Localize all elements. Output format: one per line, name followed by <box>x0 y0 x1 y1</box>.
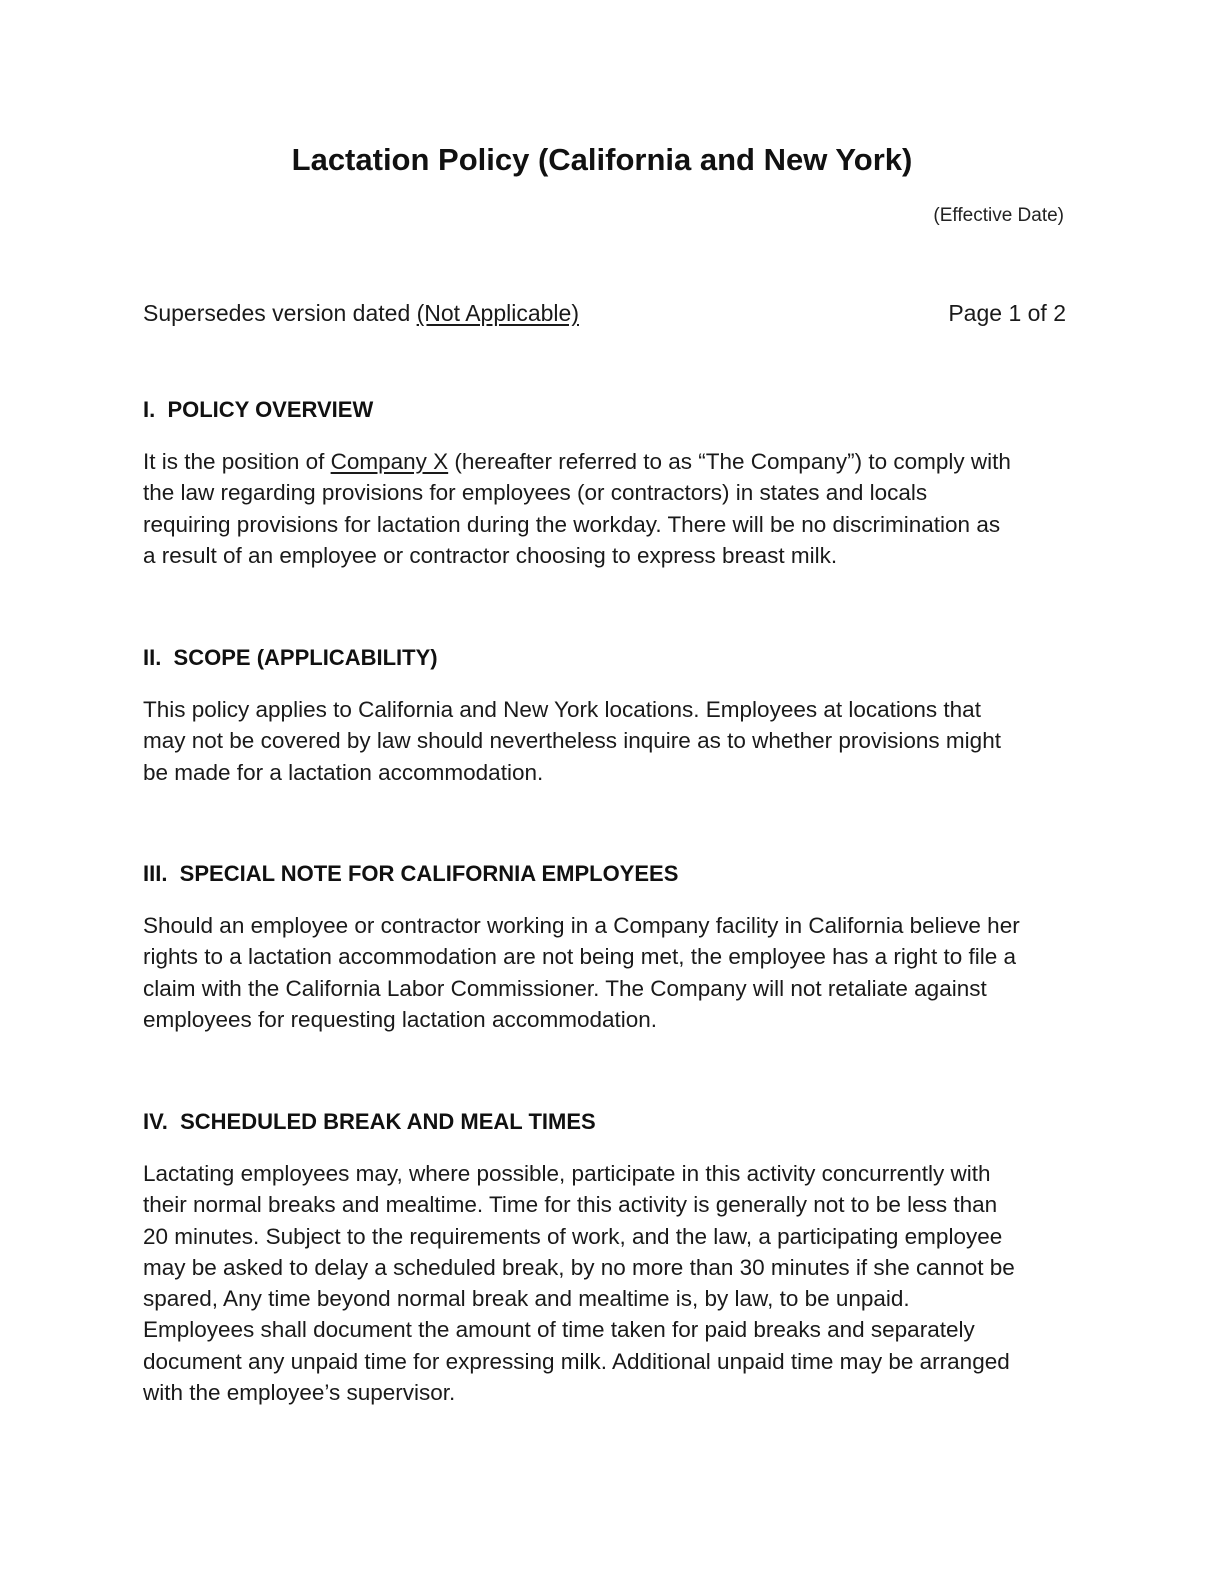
effective-date: (Effective Date) <box>933 205 1064 226</box>
section-heading-policy-overview: I. POLICY OVERVIEW <box>143 397 374 422</box>
policy-overview-prefix: It is the position of <box>143 449 331 474</box>
section-body-break-meal-times: Lactating employees may, where possible, participate in this activity concurrently with their normal breaks and mealtime. Time for this activity is generally not to be less than 20 minutes. Subject to the requirements of work, and the law, a participating employee may be asked to delay a scheduled break, by no more than 30 minutes if she cannot be spared, Any time beyond normal break and mealtime is, by law, to be unpaid. Employees shall document the amount of time taken for paid breaks and separately document any unpaid time for expressing milk. Additional unpaid time may be arranged with the employee’s supervisor. <box>143 1161 1015 1406</box>
section-heading-california-note: III. SPECIAL NOTE FOR CALIFORNIA EMPLOYEES <box>143 861 679 886</box>
section-body-policy-overview <box>143 446 1083 571</box>
section-body-california-note: Should an employee or contractor working in a Company facility in California believe her rights to a lactation accommodation are not being met, the employee has a right to file a claim with the California Labor Commissioner. The Company will not retaliate against employees for requesting lactation accommodation. <box>143 913 1020 1032</box>
policy-overview-text: (hereafter referred to as “The Company”) to comply with the law regarding provisions for employees (or contractors) in states and locals requiring provisions for lactation during the workday. There will be no discrimination as a result of an employee or contractor choosing to express breast milk. <box>143 449 1011 568</box>
supersedes-label: Supersedes version dated <box>143 300 417 326</box>
section-heading-break-meal-times: IV. SCHEDULED BREAK AND MEAL TIMES <box>143 1109 596 1134</box>
document-meta-row <box>143 297 1066 329</box>
page-indicator: Page 1 of 2 <box>948 300 1066 326</box>
company-name: Company X <box>330 449 449 474</box>
supersedes-value: (Not Applicable) <box>416 300 579 326</box>
supersedes-line <box>143 297 579 329</box>
section-heading-scope: II. SCOPE (APPLICABILITY) <box>143 645 438 670</box>
section-body-scope: This policy applies to California and New York locations. Employees at locations that may not be covered by law should nevertheless inquire as to whether provisions might be made for a lactation accommodation. <box>143 697 1001 785</box>
document-title: Lactation Policy (California and New York) <box>291 142 913 177</box>
